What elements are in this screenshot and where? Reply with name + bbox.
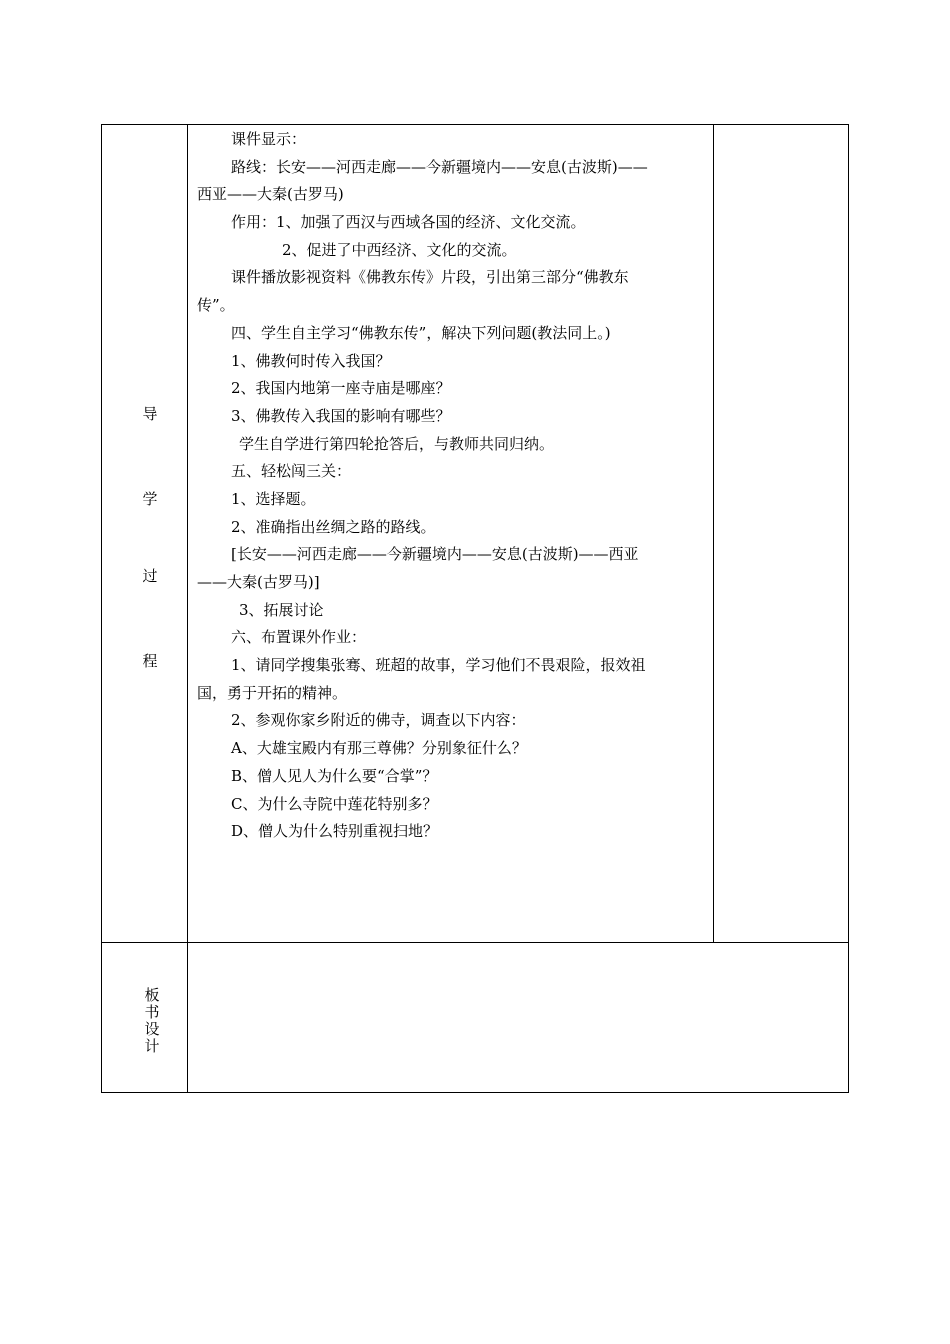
text-line: 1、请同学搜集张骞、班超的故事，学习他们不畏艰险，报效祖 (231, 656, 646, 675)
process-label-char: 过 (142, 567, 158, 585)
text-line: [长安——河西走廊——今新疆境内——安息(古波斯)——西亚 (231, 545, 639, 564)
process-label-char: 学 (142, 490, 158, 508)
text-line: 课件播放影视资料《佛教东传》片段，引出第三部分“佛教东 (231, 268, 629, 287)
text-line: 学生自学进行第四轮抢答后，与教师共同归纳。 (239, 434, 555, 453)
board-design-label (142, 987, 162, 1055)
text-line: 路线：长安——河西走廊——今新疆境内——安息(古波斯)—— (231, 157, 648, 176)
text-line: A、大雄宝殿内有那三尊佛？分别象征什么？ (231, 739, 527, 758)
text-line: 2、我国内地第一座寺庙是哪座？ (231, 379, 451, 398)
text-line: 西亚——大秦(古罗马) (197, 185, 344, 204)
text-line: 四、学生自主学习“佛教东传”，解决下列问题(教法同上。) (231, 323, 611, 342)
text-line: 2、参观你家乡附近的佛寺，调查以下内容： (231, 711, 526, 730)
board-label-char: 板 (144, 986, 160, 1004)
text-line: ——大秦(古罗马)] (197, 573, 320, 591)
text-line: 课件显示： (231, 130, 307, 148)
text-line: 作用：1、加强了西汉与西域各国的经济、文化交流。 (231, 213, 586, 232)
text-line: 国，勇于开拓的精神。 (197, 683, 348, 702)
text-line: 2、促进了中西经济、文化的交流。 (282, 240, 517, 259)
text-line: 1、佛教何时传入我国？ (231, 351, 391, 370)
text-line: C、为什么寺院中莲花特别多？ (231, 794, 438, 813)
text-line: 3、拓展讨论 (239, 600, 324, 619)
lesson-process-content (197, 126, 709, 846)
text-line: 3、佛教传入我国的影响有哪些？ (231, 406, 451, 425)
text-line: B、僧人见人为什么要“合掌”？ (231, 766, 438, 785)
board-label-char: 设 (144, 1020, 160, 1038)
text-line: 六、布置课外作业： (231, 628, 367, 647)
text-line: 五、轻松闯三关： (231, 462, 352, 481)
text-line: 2、准确指出丝绸之路的路线。 (231, 517, 436, 536)
process-label-char: 程 (142, 652, 158, 670)
text-line: 1、选择题。 (231, 489, 316, 508)
row-divider (101, 942, 849, 943)
board-label-char: 书 (144, 1003, 160, 1021)
column-divider-left (187, 124, 188, 1093)
board-label-char: 计 (144, 1037, 160, 1055)
process-label-char: 导 (142, 405, 158, 423)
column-divider-right (713, 124, 714, 943)
text-line: D、僧人为什么特别重视扫地？ (231, 822, 439, 841)
text-line: 传”。 (197, 296, 235, 315)
